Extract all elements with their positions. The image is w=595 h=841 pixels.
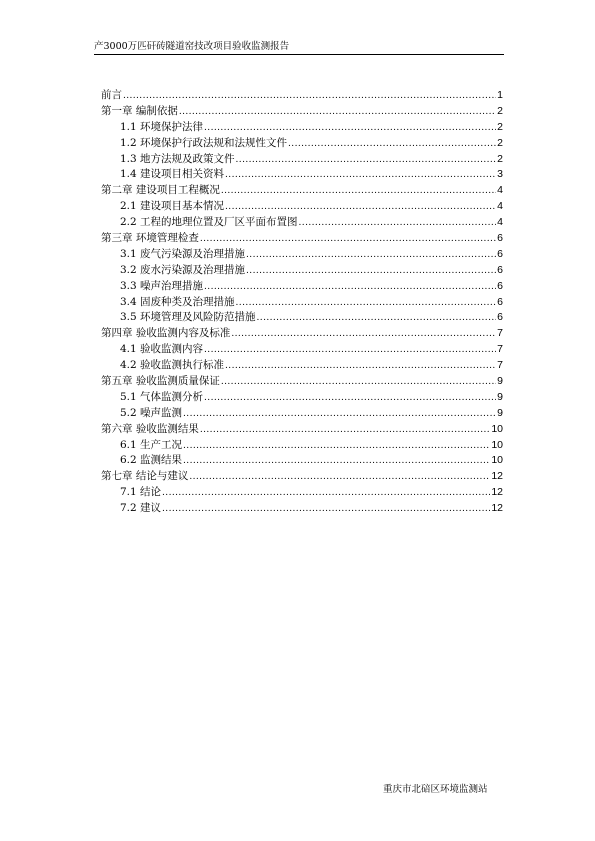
toc-dot-leader xyxy=(189,470,490,486)
toc-section-entry[interactable] xyxy=(101,279,503,295)
toc-section-entry[interactable] xyxy=(101,120,503,136)
toc-dot-leader xyxy=(236,296,497,312)
toc-section-entry[interactable] xyxy=(101,501,503,517)
toc-page-number: 7 xyxy=(497,359,503,372)
toc-dot-leader xyxy=(123,89,496,105)
header-title: 产3000万匹矸砖隧道窑技改项目验收监测报告 xyxy=(94,41,290,52)
toc-page-number: 9 xyxy=(497,375,503,388)
toc-dot-leader xyxy=(204,121,496,137)
toc-dot-leader xyxy=(179,105,496,121)
toc-section-entry[interactable] xyxy=(101,406,503,422)
toc-dot-leader xyxy=(221,184,496,200)
toc-dot-leader xyxy=(200,232,496,248)
toc-section-entry[interactable] xyxy=(101,310,503,326)
toc-section-entry[interactable] xyxy=(101,136,503,152)
toc-dot-leader xyxy=(204,343,496,359)
toc-section-entry[interactable] xyxy=(101,485,503,501)
toc-entry-label: 5.2 噪声监测 xyxy=(120,406,183,419)
toc-page-number: 4 xyxy=(497,216,503,229)
toc-chapter-entry[interactable] xyxy=(101,469,503,485)
toc-entry-label: 3.5 环境管理及风险防范措施 xyxy=(120,311,256,324)
toc-dot-leader xyxy=(246,264,496,280)
toc-dot-leader xyxy=(225,200,496,216)
toc-page-number: 6 xyxy=(497,263,503,276)
toc-dot-leader xyxy=(183,407,496,423)
toc-page-number: 2 xyxy=(497,136,503,149)
toc-page-number: 12 xyxy=(491,502,503,515)
toc-section-entry[interactable] xyxy=(101,342,503,358)
toc-entry-label: 2.2 工程的地理位置及厂区平面布置图 xyxy=(120,216,298,229)
toc-page-number: 1 xyxy=(497,89,503,101)
toc-entry-label: 第六章 验收监测结果 xyxy=(101,422,199,435)
toc-page-number: 9 xyxy=(497,406,503,419)
toc-entry-label: 3.2 废水污染源及治理措施 xyxy=(120,263,246,276)
toc-dot-leader xyxy=(299,216,497,232)
toc-page-number: 10 xyxy=(491,422,503,435)
toc-dot-leader xyxy=(162,486,490,502)
toc-page-number: 12 xyxy=(491,470,503,483)
toc-entry-label: 2.1 建设项目基本情况 xyxy=(120,200,225,213)
toc-entry-label: 6.1 生产工况 xyxy=(120,438,183,451)
toc-page-number: 6 xyxy=(497,232,503,245)
toc-dot-leader xyxy=(231,327,496,343)
toc-page-number: 6 xyxy=(497,247,503,260)
toc-section-entry[interactable] xyxy=(101,358,503,374)
toc-section-entry[interactable] xyxy=(101,167,503,183)
toc-section-entry[interactable] xyxy=(101,263,503,279)
toc-dot-leader xyxy=(183,439,490,455)
toc-entry-label: 4.2 验收监测执行标准 xyxy=(120,359,225,372)
toc-entry-label: 第三章 环境管理检查 xyxy=(101,232,199,245)
toc-page-number: 4 xyxy=(497,200,503,213)
toc-dot-leader xyxy=(204,391,496,407)
toc-entry-label: 1.4 建设项目相关资料 xyxy=(120,168,225,181)
toc-page-number: 12 xyxy=(491,486,503,499)
toc-entry-label: 第一章 编制依据 xyxy=(101,104,178,117)
toc-dot-leader xyxy=(236,153,497,169)
page-header xyxy=(94,36,504,55)
toc-entry-label: 5.1 气体监测分析 xyxy=(120,390,204,403)
toc-dot-leader xyxy=(288,137,496,153)
toc-entry-label: 第七章 结论与建议 xyxy=(101,470,189,483)
toc-entry-label: 1.2 环境保护行政法规和法规性文件 xyxy=(120,136,288,149)
toc-entry-label: 第四章 验收监测内容及标准 xyxy=(101,327,231,340)
toc-chapter-entry[interactable] xyxy=(101,104,503,120)
toc-page-number: 4 xyxy=(497,184,503,197)
toc-entry-label: 1.3 地方法规及政策文件 xyxy=(120,152,235,165)
toc-section-entry[interactable] xyxy=(101,215,503,231)
toc-entry-label: 第二章 建设项目工程概况 xyxy=(101,184,220,197)
toc-entry-label: 第五章 验收监测质量保证 xyxy=(101,375,220,388)
toc-section-entry[interactable] xyxy=(101,453,503,469)
toc-entry-label: 3.3 噪声治理措施 xyxy=(120,279,204,292)
toc-dot-leader xyxy=(246,248,496,264)
footer-organization: 重庆市北碚区环境监测站 xyxy=(383,784,488,795)
toc-page-number: 2 xyxy=(497,152,503,165)
toc-page-number: 6 xyxy=(497,279,503,292)
toc-chapter-entry[interactable] xyxy=(101,326,503,342)
toc-section-entry[interactable] xyxy=(101,295,503,311)
toc-page-number: 9 xyxy=(497,390,503,403)
toc-page-number: 3 xyxy=(497,168,503,181)
toc-page-number: 7 xyxy=(497,327,503,340)
toc-entry-label: 前言 xyxy=(101,89,122,101)
toc-page-number: 6 xyxy=(497,295,503,308)
toc-dot-leader xyxy=(200,423,490,439)
toc-chapter-entry[interactable] xyxy=(101,374,503,390)
toc-entry-label: 3.4 固废种类及治理措施 xyxy=(120,295,235,308)
toc-entry-label: 3.1 废气污染源及治理措施 xyxy=(120,247,246,260)
table-of-contents xyxy=(101,88,503,517)
toc-section-entry[interactable] xyxy=(101,152,503,168)
toc-section-entry[interactable] xyxy=(101,247,503,263)
toc-section-entry[interactable] xyxy=(101,438,503,454)
toc-dot-leader xyxy=(183,454,490,470)
toc-page-number: 7 xyxy=(497,343,503,356)
toc-dot-leader xyxy=(225,168,496,184)
toc-dot-leader xyxy=(204,280,496,296)
toc-entry-label: 1.1 环境保护法律 xyxy=(120,120,204,133)
toc-dot-leader xyxy=(162,502,490,518)
toc-entry-label: 7.2 建议 xyxy=(120,502,162,515)
toc-page-number: 2 xyxy=(497,120,503,133)
toc-section-entry[interactable] xyxy=(101,199,503,215)
toc-dot-leader xyxy=(225,359,496,375)
toc-chapter-entry[interactable] xyxy=(101,422,503,438)
toc-entry-label: 4.1 验收监测内容 xyxy=(120,343,204,356)
toc-dot-leader xyxy=(221,375,496,391)
toc-page-number: 6 xyxy=(497,311,503,324)
toc-chapter-entry[interactable] xyxy=(101,231,503,247)
toc-page-number: 10 xyxy=(491,454,503,467)
toc-chapter-entry[interactable] xyxy=(101,183,503,199)
toc-entry-label: 7.1 结论 xyxy=(120,486,162,499)
toc-section-entry[interactable] xyxy=(101,390,503,406)
toc-dot-leader xyxy=(257,311,497,327)
toc-page-number: 2 xyxy=(497,104,503,117)
toc-chapter-entry[interactable] xyxy=(101,88,503,104)
toc-entry-label: 6.2 监测结果 xyxy=(120,454,183,467)
toc-page-number: 10 xyxy=(491,438,503,451)
